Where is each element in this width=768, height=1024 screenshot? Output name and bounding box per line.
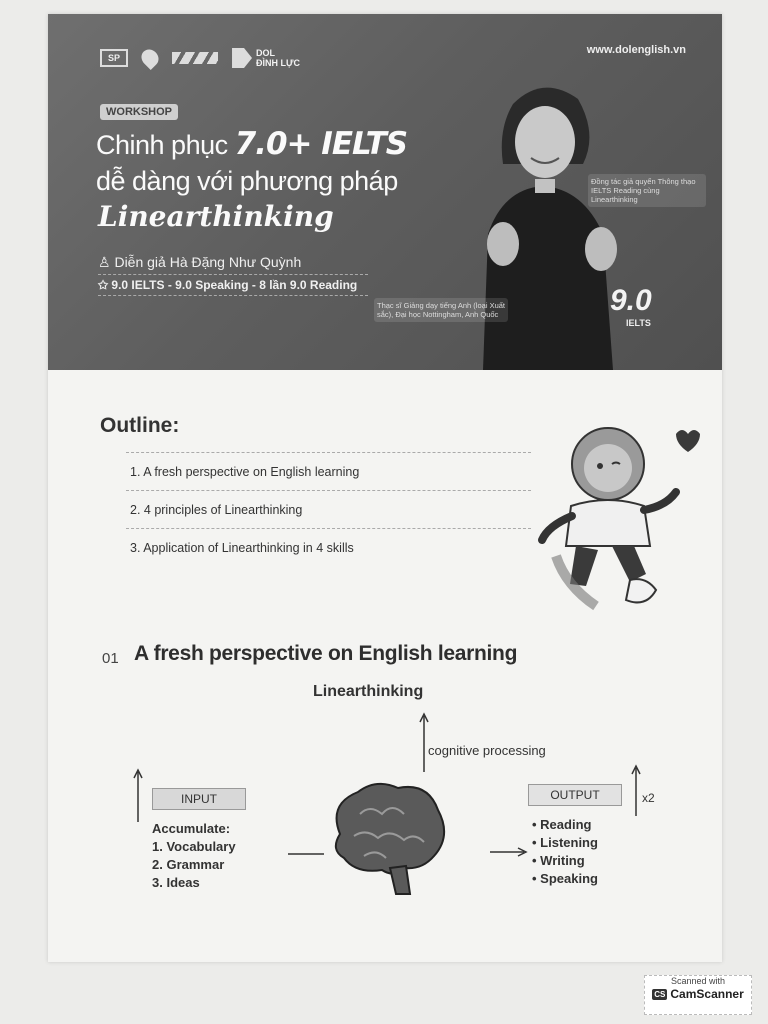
astronaut-illustration	[526, 406, 706, 616]
document-page	[48, 14, 722, 962]
output-box: OUTPUT	[528, 784, 622, 806]
input-accumulate-list: Accumulate: 1. Vocabulary 2. Grammar 3. Ideas	[152, 821, 236, 890]
camscanner-logo-icon: CS	[654, 989, 666, 999]
partner-logos	[100, 48, 300, 68]
outline-list	[126, 452, 531, 566]
speaker-name: ♙ Diễn giả Hà Đặng Như Quỳnh	[98, 254, 368, 275]
scanned-with-label: Scanned with	[670, 976, 726, 986]
title-line-1: Chinh phục 7.0+ IELTS	[96, 126, 408, 162]
workshop-banner	[48, 14, 722, 370]
camscanner-name: CamScanner	[670, 987, 744, 1001]
outline-heading: Outline:	[100, 414, 180, 437]
star-icon: ✩	[98, 278, 112, 292]
diagram-title: Linearthinking	[313, 683, 424, 700]
score-label: IELTS	[626, 318, 651, 328]
dol-name: DOL	[256, 48, 276, 58]
masters-note: Thạc sĩ Giảng dạy tiếng Anh (loại Xuất sắc), Đại học Nottingham, Anh Quốc	[374, 298, 508, 322]
outline-item: 2. 4 principles of Linearthinking	[126, 490, 531, 528]
score-badge: 9.0	[610, 284, 652, 317]
section-number: 01	[102, 650, 119, 667]
dol-subname: ĐÌNH LỰC	[256, 58, 300, 68]
website-url: www.dolenglish.vn	[586, 44, 686, 56]
title-line-2: dễ dàng với phương pháp	[96, 166, 398, 196]
title-line-3: Linearthinking	[98, 200, 334, 233]
input-box: INPUT	[152, 788, 246, 810]
camscanner-watermark	[644, 975, 752, 1015]
stripe-logo-icon	[172, 52, 218, 64]
person-icon: ♙	[98, 254, 115, 270]
coauthor-note: Đồng tác giả quyển Thông thạo IELTS Reading cùng Linearthinking	[588, 174, 706, 207]
speaker-photo	[443, 74, 643, 370]
sp-logo: SP	[100, 49, 128, 67]
dol-logo	[232, 48, 300, 68]
brain-icon	[320, 774, 452, 898]
cognitive-processing-label: cognitive processing	[428, 743, 546, 758]
title-highlight: 7.0+ IELTS	[234, 126, 408, 162]
multiplier-label: x2	[642, 791, 655, 805]
dol-mark-icon	[232, 48, 252, 68]
section-title: A fresh perspective on English learning	[134, 642, 518, 665]
leaf-logo-icon	[138, 46, 162, 70]
outline-item: 1. A fresh perspective on English learning	[126, 452, 531, 490]
workshop-badge: WORKSHOP	[100, 104, 178, 120]
outline-item: 3. Application of Linearthinking in 4 skills	[126, 528, 531, 566]
speaker-credentials: ✩ 9.0 IELTS - 9.0 Speaking - 8 lần 9.0 Reading	[98, 278, 368, 296]
output-skills-list: • Reading • Listening • Writing • Speaking	[532, 817, 598, 886]
